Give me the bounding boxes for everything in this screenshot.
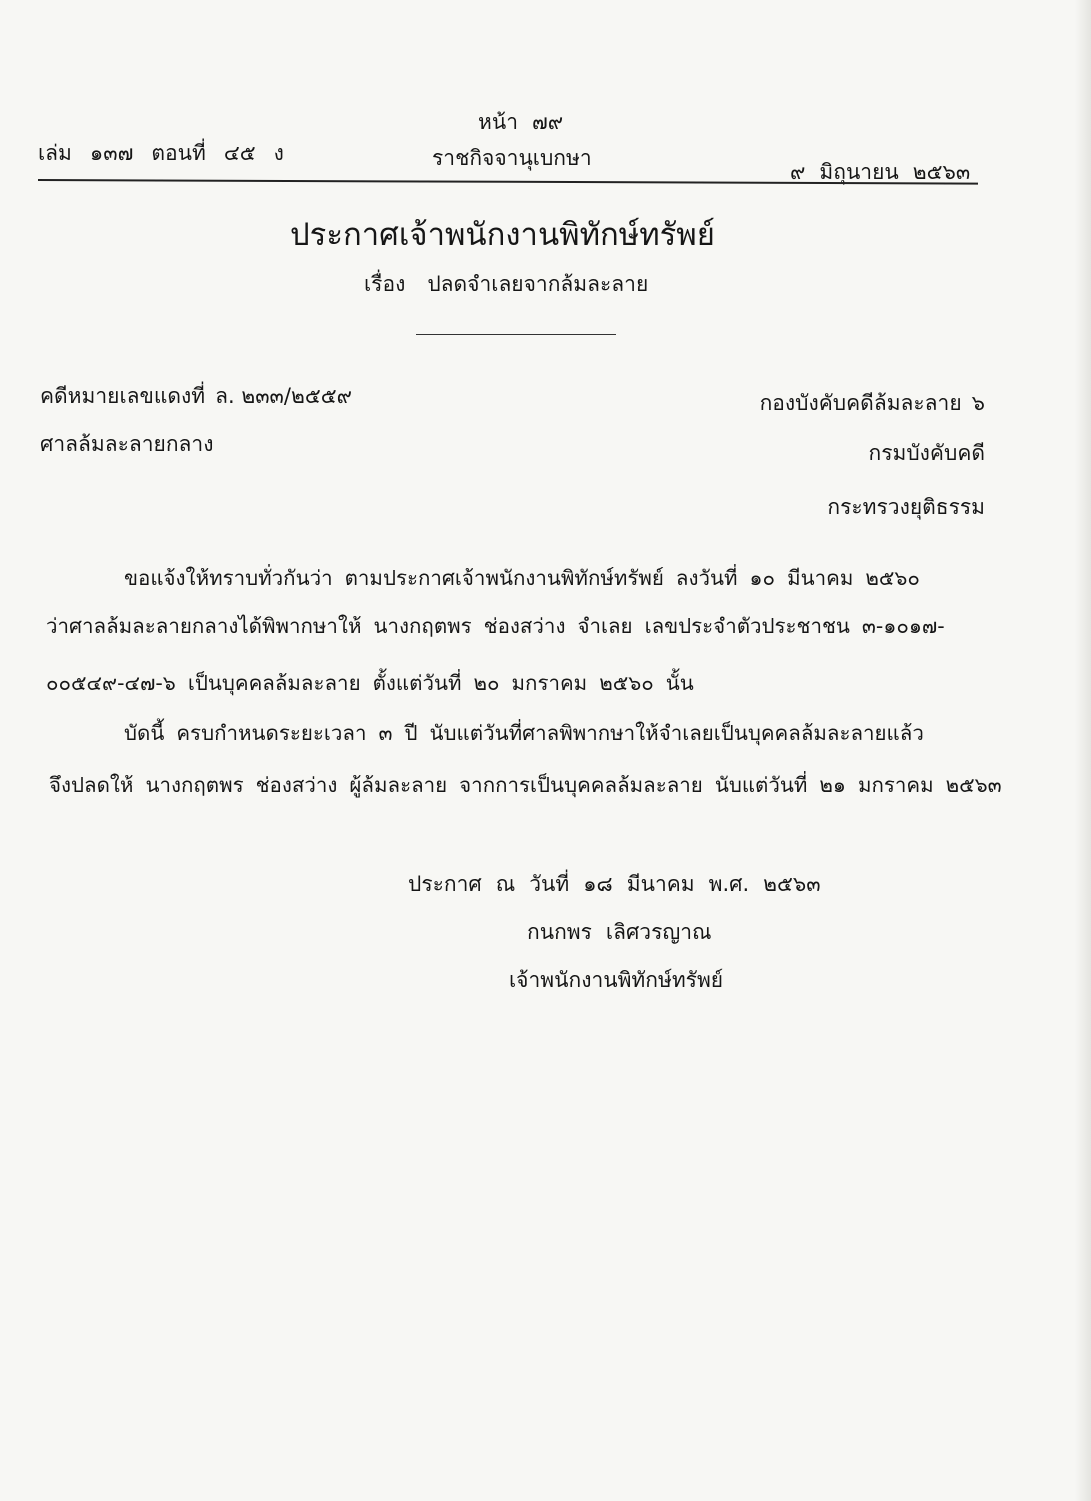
announce-word: ๑๘ [583, 872, 613, 896]
announce-word: พ.ศ. [708, 872, 750, 896]
body-word: มกราคม [857, 773, 934, 797]
body-line-4 [124, 719, 936, 747]
body-word: ลงวันที่ [675, 566, 738, 590]
issue-label: ตอนที่ [151, 141, 206, 165]
signatory-name [527, 918, 726, 946]
body-line-1 [124, 564, 932, 592]
announce-date-line [408, 870, 835, 898]
office-department: กรมบังคับคดี [868, 441, 985, 465]
volume-number: ๑๓๗ [89, 141, 134, 165]
signatory-position: เจ้าพนักงานพิทักษ์ทรัพย์ [509, 968, 724, 992]
office-division [760, 389, 985, 417]
body-word: ๐๐๕๔๙-๔๗-๖ [46, 671, 176, 695]
gazette-volume-issue [38, 139, 302, 167]
body-word: ๒๐ [473, 671, 500, 695]
title-divider [416, 334, 616, 335]
body-word: จึงปลดให้ [49, 773, 134, 797]
body-word: นับแต่วันที่ศาลพิพากษาให้จำเลยเป็นบุคคลล้มละลายแล้ว [429, 721, 924, 745]
gazette-page-number [478, 108, 577, 136]
announce-word: ประกาศ [408, 872, 482, 896]
body-word: เลขประจำตัวประชาชน [644, 614, 850, 638]
page-edge-shadow [1075, 0, 1091, 1501]
office-ministry: กระทรวงยุติธรรม [827, 495, 985, 519]
body-word: จำเลย [577, 614, 633, 638]
date-day: ๙ [790, 160, 806, 184]
date-month: มิถุนายน [819, 160, 899, 184]
announce-word: วันที่ [529, 872, 570, 896]
body-word: เป็นบุคคลล้มละลาย [187, 671, 361, 695]
body-word: บัดนี้ [124, 721, 165, 745]
body-word: ๒๕๖๐ [865, 566, 920, 590]
case-value: ล. ๒๓๓/๒๕๕๙ [215, 384, 352, 408]
body-word: ตั้งแต่วันที่ [372, 671, 462, 695]
volume-label: เล่ม [38, 141, 72, 165]
body-line-2 [46, 612, 957, 640]
subject-text: ปลดจำเลยจากล้มละลาย [427, 272, 649, 296]
body-word: ช่องสว่าง [255, 773, 338, 797]
body-word: ๒๑ [819, 773, 846, 797]
office-division-name: กองบังคับคดีล้มละลาย [759, 391, 962, 415]
gazette-name: ราชกิจจานุเบกษา [432, 146, 592, 170]
case-label: คดีหมายเลขแดงที่ [40, 384, 206, 408]
body-word: นางกฤตพร [373, 614, 472, 638]
body-word: จากการเป็นบุคคลล้มละลาย [459, 773, 703, 797]
announcement-subject [364, 270, 670, 298]
body-word: มีนาคม [787, 566, 854, 590]
body-word: ว่าศาลล้มละลายกลางได้พิพากษาให้ [46, 614, 362, 638]
body-word: ๓ [378, 721, 393, 745]
office-division-no: ๖ [971, 391, 985, 415]
announce-word: ณ [495, 872, 516, 896]
body-word: นั้น [665, 671, 694, 695]
body-word: นับแต่วันที่ [714, 773, 808, 797]
body-word: ๓-๑๐๑๗- [861, 614, 945, 638]
body-word: ๒๕๖๓ [945, 773, 1002, 797]
announce-word: มีนาคม [626, 872, 695, 896]
body-line-5 [49, 771, 1014, 799]
announce-word: ๒๕๖๓ [763, 872, 821, 896]
body-word: ครบกำหนดระยะเวลา [176, 721, 367, 745]
body-word: ขอแจ้งให้ทราบทั่วกันว่า [124, 566, 333, 590]
body-word: ๑๐ [749, 566, 776, 590]
page-number: ๗๙ [532, 110, 564, 134]
page-label: หน้า [478, 110, 518, 134]
subject-label: เรื่อง [364, 272, 406, 296]
case-number [40, 382, 362, 410]
body-word: ตามประกาศเจ้าพนักงานพิทักษ์ทรัพย์ [344, 566, 664, 590]
body-word: ผู้ล้มละลาย [349, 773, 448, 797]
body-word: นางกฤตพร [145, 773, 244, 797]
section-letter: ง [273, 141, 284, 165]
body-word: ช่องสว่าง [483, 614, 566, 638]
date-year: ๒๕๖๓ [912, 160, 971, 184]
body-line-3 [46, 669, 706, 697]
signatory-first-name: กนกพร [527, 920, 592, 944]
body-word: ปี [404, 721, 418, 745]
issue-number: ๔๕ [223, 141, 256, 165]
signatory-last-name: เลิศวรญาณ [605, 920, 712, 944]
court-name: ศาลล้มละลายกลาง [40, 432, 214, 456]
announcement-title: ประกาศเจ้าพนักงานพิทักษ์ทรัพย์ [290, 217, 715, 253]
body-word: มกราคม [511, 671, 588, 695]
body-word: ๒๕๖๐ [599, 671, 654, 695]
